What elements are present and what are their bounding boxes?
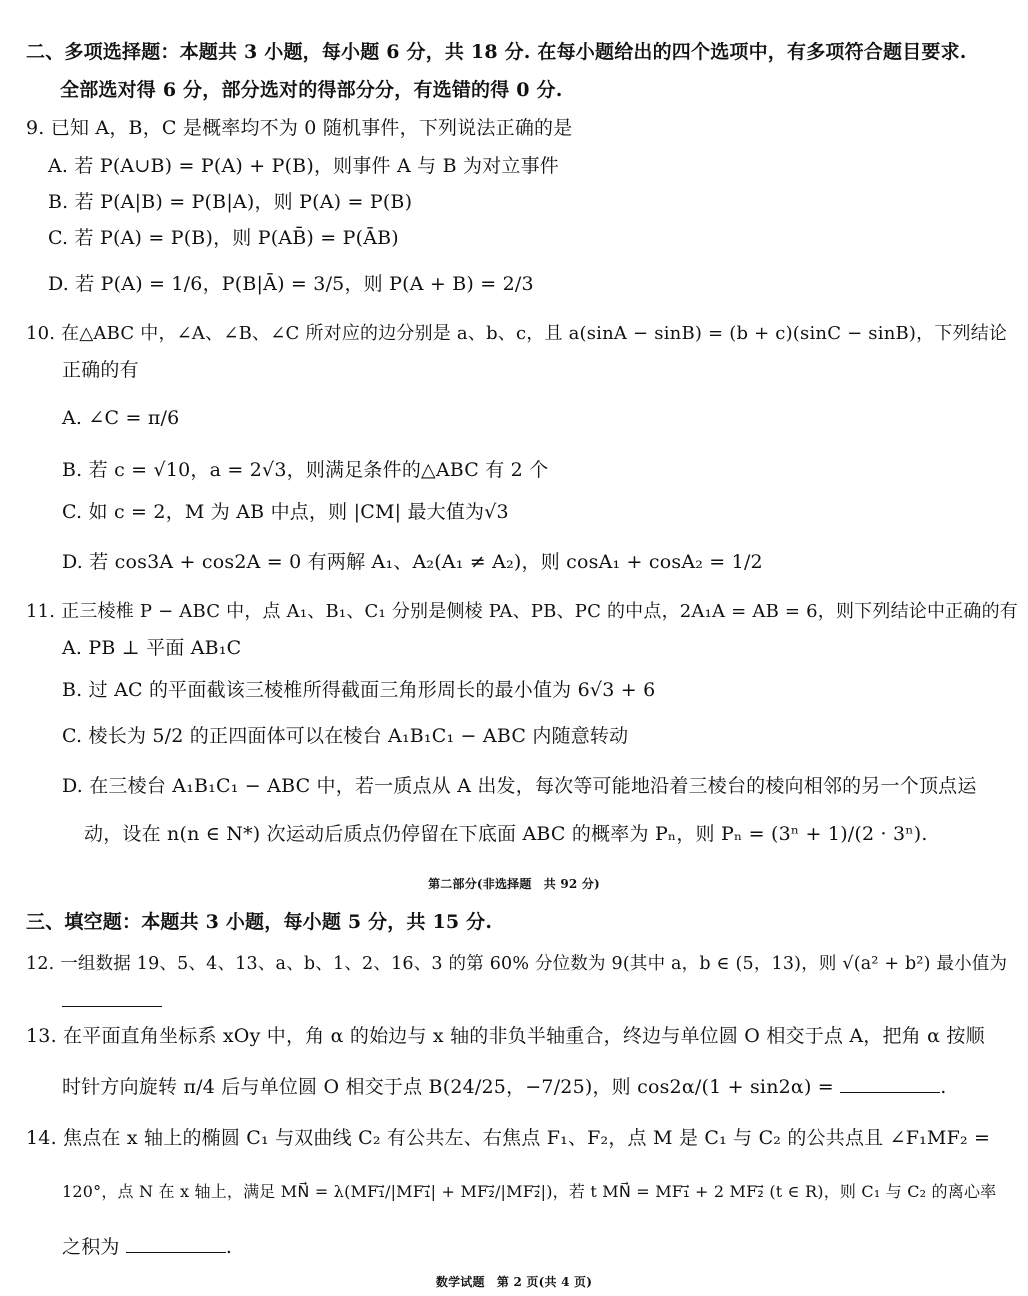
q10-stem-line1: 10. 在△ABC 中，∠A、∠B、∠C 所对应的边分别是 a、b、c，且 a(sinA − sinB) = (b + c)(sinC − sinB)，下列结论 [26,323,1008,344]
q9-option-c: C. 若 P(A) = P(B)，则 P(AB̄) = P(ĀB) [48,227,399,249]
q14-line2: 120°，点 N 在 x 轴上，满足 MN⃗ = λ(MF₁⃗/|MF₁⃗| + MF₂⃗/|MF₂⃗|)，若 t MN⃗ = MF₁⃗ + 2 MF₂⃗ (t ∈ R)，则 C₁ 与 C₂ 的离心率 [62,1182,997,1201]
q11-option-c: C. 棱长为 5/2 的正四面体可以在棱台 A₁B₁C₁ − ABC 内随意转动 [62,725,629,747]
q10-option-d: D. 若 cos3A + cos2A = 0 有两解 A₁、A₂(A₁ ≠ A₂)，则 cosA₁ + cosA₂ = 1/2 [62,551,763,573]
section2-header-line1: 二、多项选择题：本题共 3 小题，每小题 6 分，共 18 分. 在每小题给出的四个选项中，有多项符合题目要求. [26,41,967,63]
q11-stem: 11. 正三棱椎 P − ABC 中，点 A₁、B₁、C₁ 分别是侧棱 PA、PB、PC 的中点，2A₁A = AB = 6，则下列结论中正确的有 [26,601,1018,622]
q13-line1: 13. 在平面直角坐标系 xOy 中，角 α 的始边与 x 轴的非负半轴重合，终边与单位圆 O 相交于点 A，把角 α 按顺 [26,1025,985,1047]
q9-stem: 9. 已知 A，B，C 是概率均不为 0 随机事件，下列说法正确的是 [26,117,573,139]
q11-option-d: D. 在三棱台 A₁B₁C₁ − ABC 中，若一质点从 A 出发，每次等可能地沿着三棱台的棱向相邻的另一个顶点运 [62,775,977,797]
section2-header-line2: 全部选对得 6 分，部分选对的得部分分，有选错的得 0 分. [60,79,563,101]
page-footer: 数学试题 第 2 页(共 4 页) [435,1275,593,1289]
q14-line3-wrap: 之积为 . [62,1236,233,1258]
q11-option-d-continued: 动，设在 n(n ∈ N*) 次运动后质点仍停留在下底面 ABC 的概率为 Pₙ，则 Pₙ = (3ⁿ + 1)/(2 · 3ⁿ). [84,823,928,845]
q10-option-a: A. ∠C = π/6 [62,407,180,429]
q13-line2: 时针方向旋转 π/4 后与单位圆 O 相交于点 B(24/25，−7/25)，则 cos2α/(1 + sin2α) = [62,1076,834,1098]
q9-option-a: A. 若 P(A∪B) = P(A) + P(B)，则事件 A 与 B 为对立事件 [48,155,559,177]
q10-option-c: C. 如 c = 2，M 为 AB 中点，则 |CM| 最大值为√3 [62,501,509,523]
q12-answer-blank[interactable] [62,988,162,1013]
q14-line3: 之积为 [62,1236,120,1258]
q14-line1: 14. 焦点在 x 轴上的椭圆 C₁ 与双曲线 C₂ 有公共左、右焦点 F₁、F₂，点 M 是 C₁ 与 C₂ 的公共点且 ∠F₁MF₂ = [26,1127,991,1149]
q9-option-d: D. 若 P(A) = 1/6，P(B|Ā) = 3/5，则 P(A + B) = 2/3 [48,273,534,295]
section3-header: 三、填空题：本题共 3 小题，每小题 5 分，共 15 分. [26,911,493,933]
q13-answer-blank[interactable] [840,1074,940,1093]
q11-option-a: A. PB ⊥ 平面 AB₁C [62,637,242,659]
q13-line2-wrap: 时针方向旋转 π/4 后与单位圆 O 相交于点 B(24/25，−7/25)，则 cos2α/(1 + sin2α) = . [62,1076,947,1098]
q12-text: 12. 一组数据 19、5、4、13、a、b、1、2、16、3 的第 60% 分位数为 9(其中 a，b ∈ (5，13)，则 √(a² + b²) 最小值为 [26,954,1008,974]
q14-answer-blank[interactable] [126,1234,226,1253]
part2-title: 第二部分(非选择题 共 92 分) [428,877,600,891]
q9-option-b: B. 若 P(A|B) = P(B|A)，则 P(A) = P(B) [48,191,413,213]
q10-stem-line2: 正确的有 [62,359,139,381]
q11-option-b: B. 过 AC 的平面截该三棱椎所得截面三角形周长的最小值为 6√3 + 6 [62,679,656,701]
q10-option-b: B. 若 c = √10，a = 2√3，则满足条件的△ABC 有 2 个 [62,459,549,481]
